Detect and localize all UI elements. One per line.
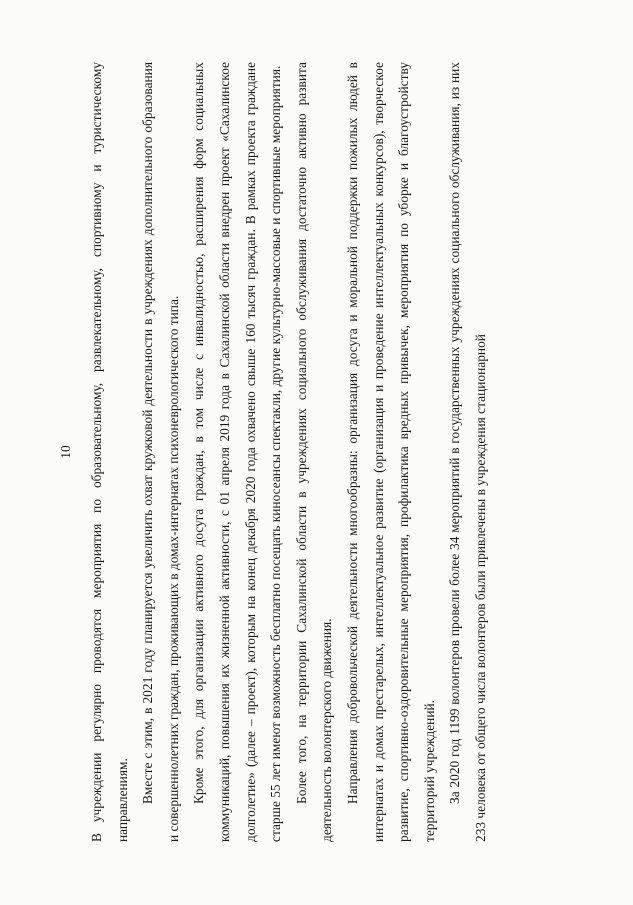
body-text	[84, 62, 494, 842]
paragraph-3: Кроме этого, для организации активного досуга граждан, в том числе с инвалидностью, расширения форм социальных коммуникаций, повышения их жизненной активности, с 01 апреля 2019 года в Сахалинской области внедрен проект «Сахалинское долголетие» (далее – проект), которым на конец декабря 2020 года охвачено свыше 160 тысяч граждан. В рамках проекта граждане старше 55 лет имеют возможность бесплатно посещать киносеансы спектакли, другие культурно-массовые и спортивные мероприятия.	[191, 62, 284, 842]
paragraph-6: За 2020 год 1199 волонтеров провели более 34 мероприятий в государственных учреждениях социального обслуживания, из них 233 человека от общего числа волонтеров были привлечены в учреждения стационарной	[447, 62, 488, 842]
paragraph-4: Более того, на территории Сахалинской области в учреждениях социального обслуживания достаточно активно развита деятельность волонтерского движения.	[293, 62, 335, 842]
rotated-page-content	[56, 62, 576, 842]
paragraph-5: Направления добровольческой деятельности многообразны: организация досуга и моральной поддержки пожилых людей в интернатах и домах престарелых, интеллектуальное развитие (организация и проведение интеллектуальных конкурсов), творческое развитие, спортивно-оздоровительные мероприятия, профилактика вредных привычек, мероприятия по уборке и благоустройству территорий учреждений.	[344, 62, 437, 842]
page-number: 10	[58, 445, 73, 459]
paragraph-2: Вместе с этим, в 2021 году планируется увеличить охват кружковой деятельности в учреждениях дополнительного образования и совершеннолетних граждан, проживающих в домах-интернатах психоневрологического типа.	[140, 62, 181, 842]
paragraph-1: В учреждении регулярно проводятся мероприятия по образовательному, развлекательному, спортивному и туристическому направлениям.	[89, 62, 130, 842]
